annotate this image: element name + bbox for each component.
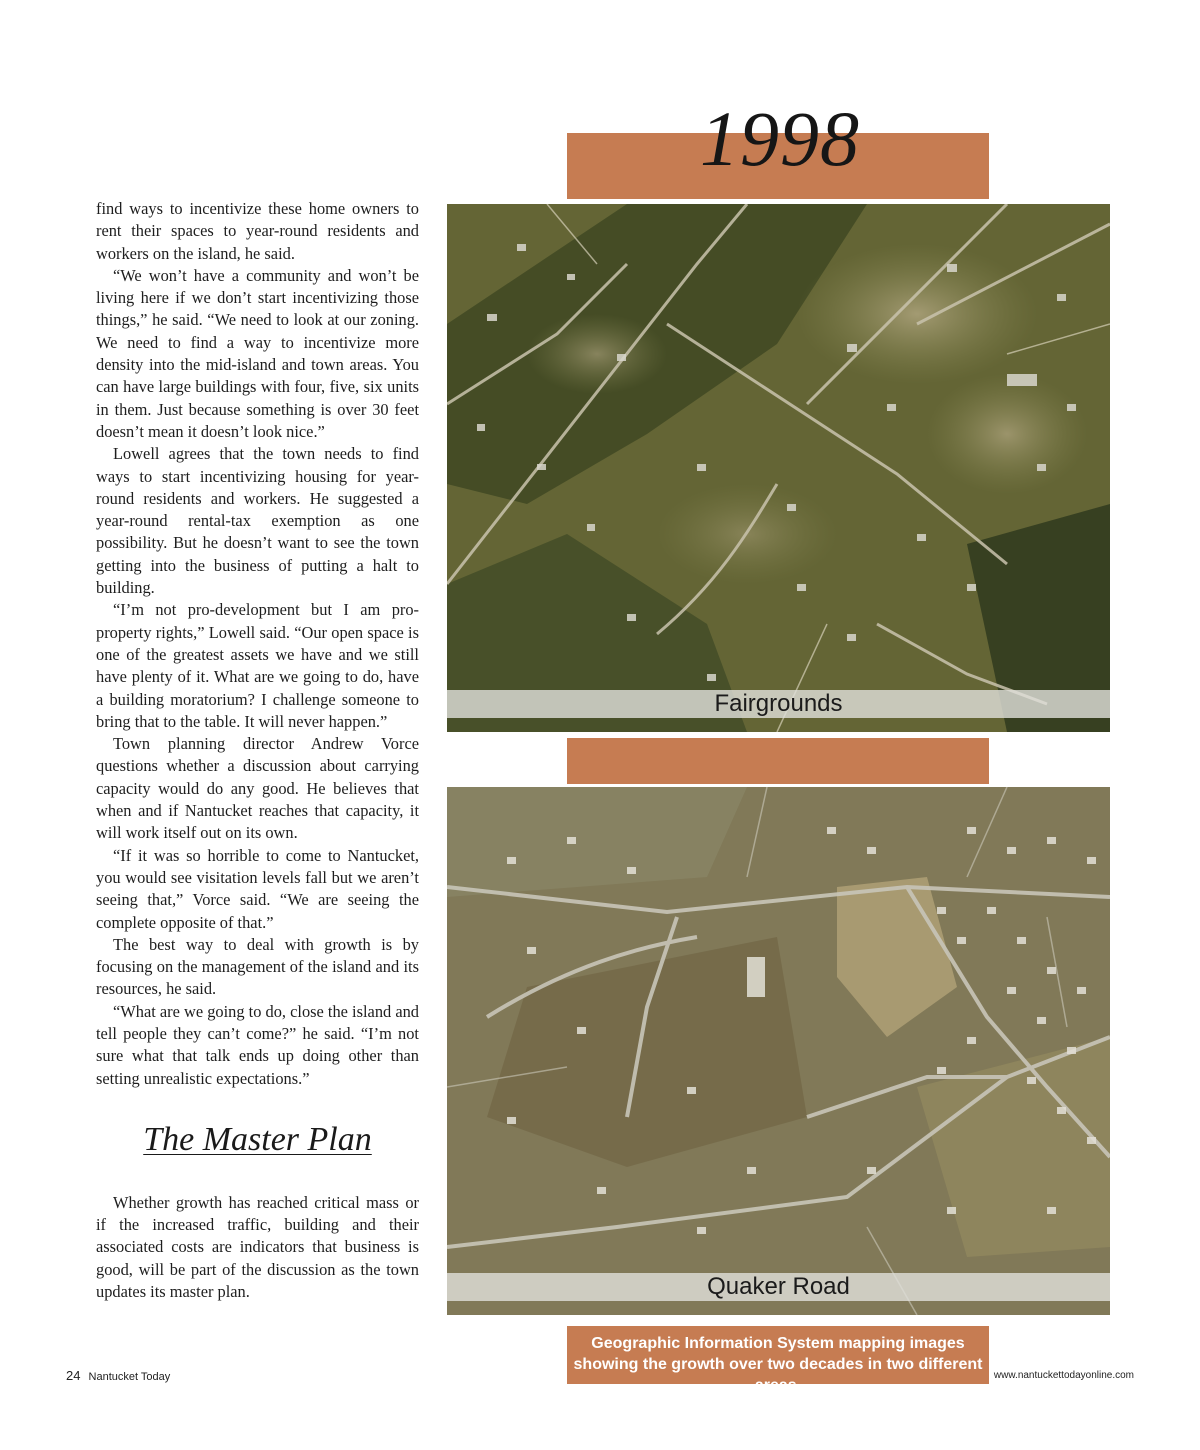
footer-website: www.nantuckettodayonline.com [993,1370,1134,1381]
publication-name: Nantucket Today [88,1371,171,1383]
article-paragraph: Whether growth has reached critical mass or if the increased traffic, building and their associated costs are indicators that business is good, will be part of the discussion as the town updates its master plan. [96,1192,419,1302]
divider-band [567,738,989,784]
aerial-photo-quaker-road [447,787,1110,1315]
article-column [96,198,419,1303]
year-label: 1998 [700,95,860,182]
photo-caption-fairgrounds: Fairgrounds [447,690,1110,718]
footer-left [66,1368,170,1383]
photo-caption-quaker-road: Quaker Road [447,1273,1110,1301]
article-paragraph: “What are we going to do, close the island and tell people they can’t come?” he said. “I’m not sure what that talk ends up doing other than setting unrealistic expectations.” [96,1001,419,1088]
article-paragraph: The best way to deal with growth is by focusing on the management of the island and its resources, he said. [96,934,419,999]
section-subhead: The Master Plan [143,1120,372,1158]
page-number: 24 [66,1368,81,1383]
article-paragraph: Town planning director Andrew Vorce questions whether a discussion about carrying capacity would do any good. He believes that when and if Nantucket reaches that capacity, it will work itself out on its own. [96,734,419,843]
figure-caption: Geographic Information System mapping images showing the growth over two decades in two different areas. [567,1326,989,1384]
article-paragraph: find ways to incentivize these home owners to rent their spaces to year-round residents and workers on the island, he said. [96,199,419,263]
article-paragraph: “We won’t have a community and won’t be living here if we don’t start incentivizing those things,” he said. “We need to look at our zoning. We need to find a way to incentivize more density into the mid-island and town areas. You can have large buildings with four, five, six units in them. Just because something is over 30 feet doesn’t mean it doesn’t look nice.” [96,265,419,441]
aerial-photo-fairgrounds [447,204,1110,732]
aerial-image-fairgrounds [447,204,1110,732]
article-paragraph: “If it was so horrible to come to Nantucket, you would see visitation levels fall but we aren’t seeing that,” Vorce said. “We are seeing the complete opposite of that.” [96,845,419,932]
article-paragraph: “I’m not pro-development but I am pro-property rights,” Lowell said. “Our open space is one of the greatest assets we have and we still have plenty of it. What are we going to do, have a building moratorium? I challenge someone to bring that to the table. It will never happen.” [96,600,419,731]
aerial-image-quaker-road [447,787,1110,1315]
article-paragraph: Lowell agrees that the town needs to find ways to start incentivizing housing for year-round residents and workers. He suggested a year-round rental-tax exemption as one possibility. But he doesn’t want to see the town getting into the business of putting a halt to building. [96,444,419,598]
